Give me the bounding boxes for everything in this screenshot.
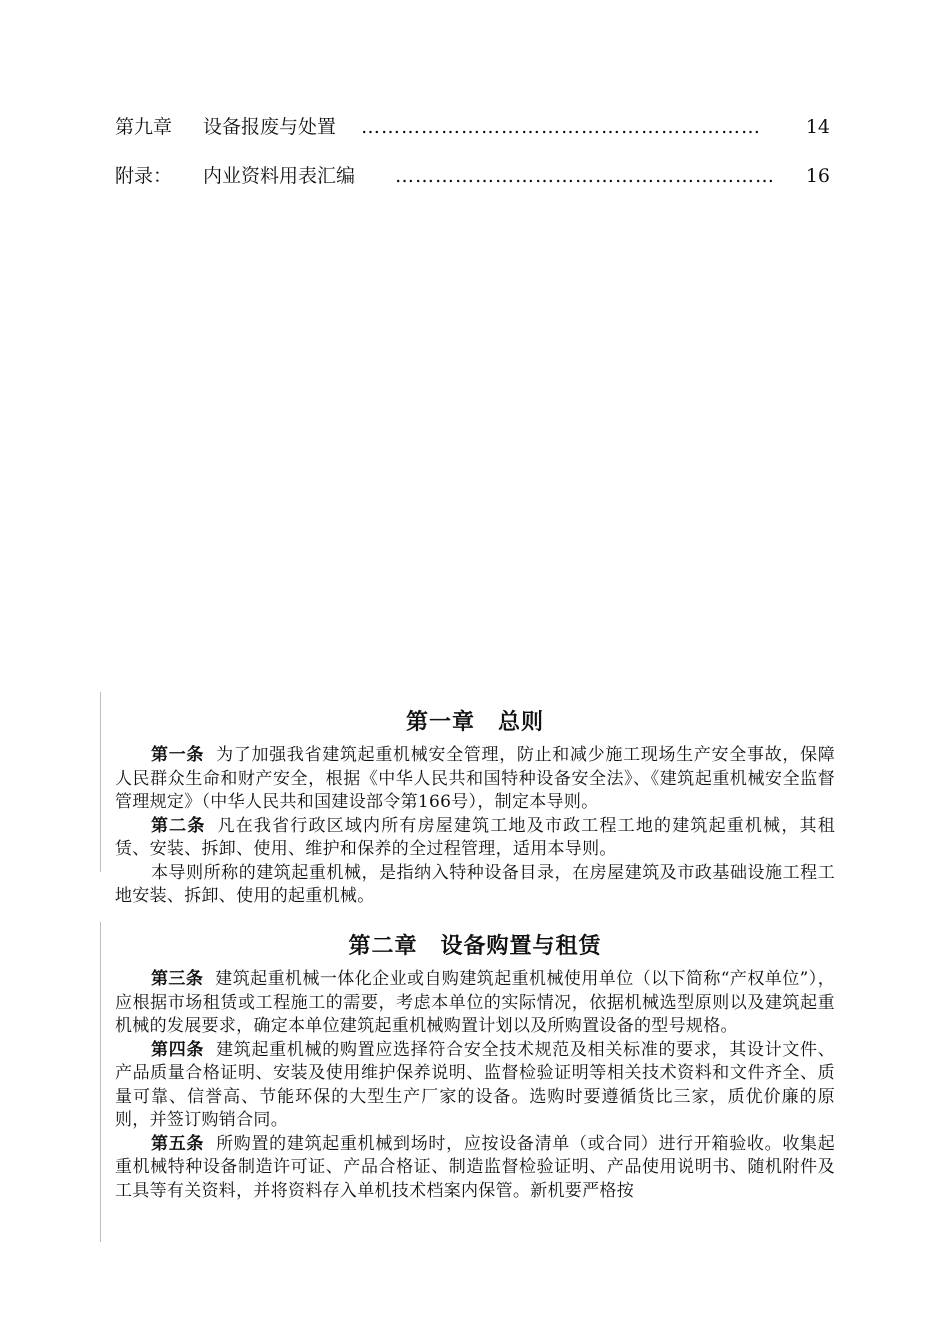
article-paragraph xyxy=(115,1039,835,1133)
article-text: 所购置的建筑起重机械到场时，应按设备清单（或合同）进行开箱验收。收集起重机械特种设备制造许可证、产品合格证、制造监督检验证明、产品使用说明书、随机附件及工具等有关资料，并将资料存入单机技术档案内保管。新机要严格按 xyxy=(115,1133,836,1201)
article-paragraph xyxy=(115,815,835,862)
toc-leader-dots: …………………………………………………… xyxy=(361,116,761,138)
toc-entry-appendix[interactable] xyxy=(115,163,830,189)
article-paragraph xyxy=(115,968,835,1039)
article-text: 建筑起重机械一体化企业或自购建筑起重机械使用单位（以下简称“产权单位”），应根据市场租赁或工程施工的需要，考虑本单位的实际情况，依据机械选型原则以及建筑起重机械的发展要求，确定本单位建筑起重机械购置计划以及所购置设备的型号规格。 xyxy=(115,969,835,1036)
chapter-title: 第一章 总则 xyxy=(405,709,544,735)
article-text: 凡在我省行政区域内所有房屋建筑工地及市政工程工地的建筑起重机械，其租赁、安装、拆卸、使用、维护和保养的全过程管理，适用本导则。 xyxy=(115,815,835,859)
article-number: 第三条 xyxy=(151,969,204,989)
toc-label: 附录： xyxy=(115,165,173,187)
margin-rule xyxy=(100,692,101,872)
toc-label: 第九章 xyxy=(115,116,173,138)
toc-title: 设备报废与处置 xyxy=(203,116,337,138)
article-number: 第五条 xyxy=(151,1133,205,1154)
toc-title: 内业资料用表汇编 xyxy=(203,165,356,187)
article-paragraph xyxy=(115,862,835,909)
article-number: 第一条 xyxy=(151,745,205,765)
article-text: 为了加强我省建筑起重机械安全管理，防止和减少施工现场生产安全事故，保障人民群众生命和财产安全，根据《中华人民共和国特种设备安全法》、《建筑起重机械安全监督管理规定》（中华人民共和国建设部令第166号），制定本导则。 xyxy=(115,745,836,812)
article-text: 建筑起重机械的购置应选择符合安全技术规范及相关标准的要求，其设计文件、产品质量合格证明、安装及使用维护保养说明、监督检验证明等相关技术资料和文件齐全、质量可靠、信誉高、节能环保的大型生产厂家的设备。选购时要遵循货比三家，质优价廉的原则，并签订购销合同。 xyxy=(115,1039,836,1130)
toc-entry-chapter9[interactable] xyxy=(115,114,830,140)
chapter-2-section xyxy=(115,926,835,1203)
article-number: 第四条 xyxy=(151,1039,205,1060)
margin-rule xyxy=(100,922,101,1242)
article-number: 第二条 xyxy=(151,815,206,836)
article-paragraph xyxy=(115,1133,835,1204)
chapter-title: 第二章 设备购置与租赁 xyxy=(348,933,602,959)
article-text: 本导则所称的建筑起重机械，是指纳入特种设备目录，在房屋建筑及市政基础设施工程工地安装、拆卸、使用的起重机械。 xyxy=(115,862,835,906)
toc-page-number: 14 xyxy=(805,116,830,138)
article-paragraph xyxy=(115,744,835,815)
toc-page-number: 16 xyxy=(805,165,830,187)
toc-leader-dots: ………………………………………………… xyxy=(395,165,775,187)
chapter-1-section xyxy=(115,702,835,909)
